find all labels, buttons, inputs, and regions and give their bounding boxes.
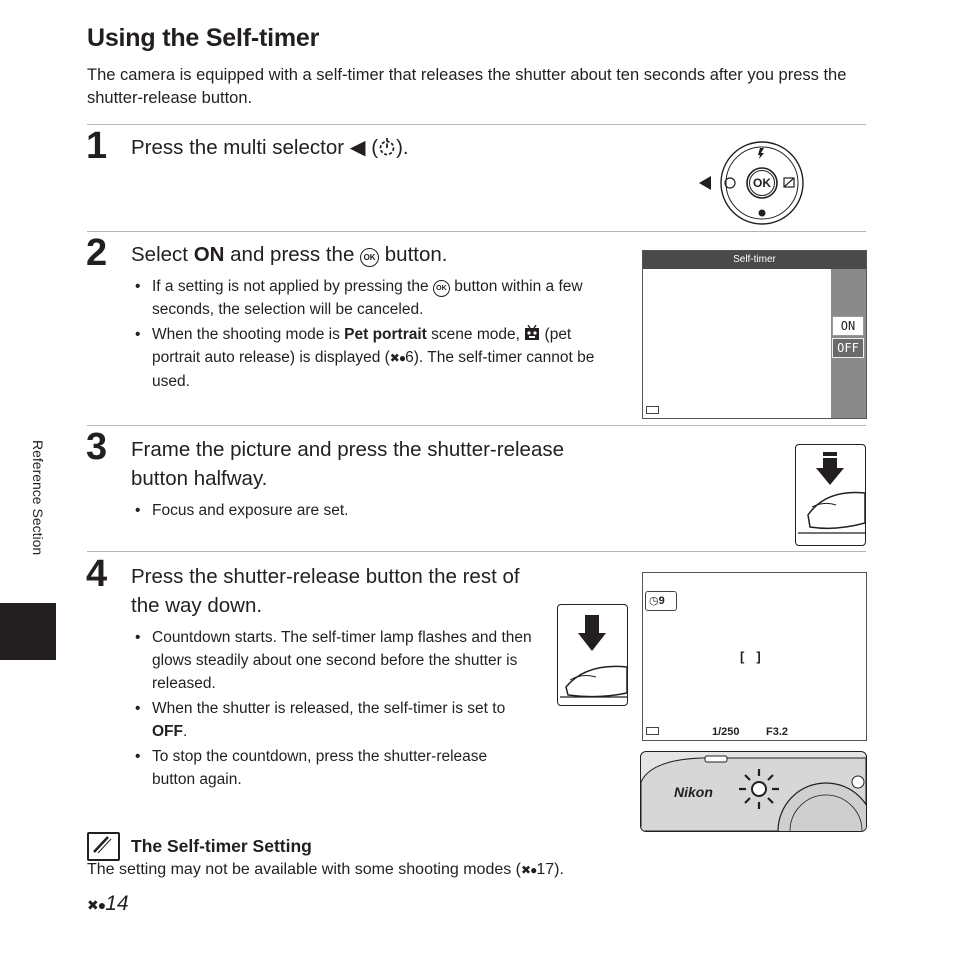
menu-title: Self-timer	[643, 251, 866, 269]
countdown-indicator: ◷9	[645, 591, 677, 611]
shutter-speed: 1/250	[712, 726, 740, 738]
divider	[87, 124, 866, 125]
note-text: The setting may not be available with some shooting modes (✖●17).	[87, 861, 564, 878]
list-item: • When the shutter is released, the self-timer is set to OFF.	[133, 697, 533, 743]
step-2-bullets	[133, 275, 613, 395]
list-item: • Countdown starts. The self-timer lamp flashes and then glows steadily about one second before the shutter is released.	[133, 626, 533, 695]
divider	[87, 231, 866, 232]
page-number: ✖●14	[87, 892, 129, 915]
menu-option-off[interactable]: OFF	[832, 338, 864, 358]
step-2-number: 2	[86, 232, 108, 274]
full-press-illustration	[557, 604, 628, 706]
step-1-number: 1	[86, 125, 108, 167]
step-4-heading: Press the shutter-release button the rest of the way down.	[131, 565, 520, 617]
multi-selector-illustration	[696, 138, 806, 230]
reference-icon: ✖●	[389, 351, 406, 365]
step-3-number: 3	[86, 426, 108, 468]
step-4-bullets	[133, 626, 533, 793]
note-title: The Self-timer Setting	[131, 836, 312, 856]
pet-portrait-icon	[524, 326, 540, 343]
self-timer-icon: ◷	[649, 595, 659, 607]
step-1-heading: Press the multi selector ◀ ( ).	[131, 136, 409, 159]
left-arrow-icon: ◀	[349, 136, 366, 159]
note-pencil-icon	[87, 832, 120, 861]
step-4-number: 4	[86, 553, 108, 595]
step-3-bullets	[133, 499, 533, 524]
half-press-illustration	[795, 444, 866, 546]
battery-icon	[646, 406, 659, 414]
step-2-heading: Select ON and press the OK button.	[131, 243, 448, 266]
shooting-screen	[642, 572, 867, 741]
brand-logo: Nikon	[674, 784, 713, 800]
self-timer-menu-screen	[642, 250, 867, 419]
section-tab-label: Reference Section	[30, 440, 46, 556]
reference-icon: ✖●	[521, 863, 537, 877]
list-item: • Focus and exposure are set.	[133, 499, 533, 522]
self-timer-icon	[378, 136, 396, 159]
ok-button-label: OK	[753, 176, 771, 190]
camera-lamp-illustration	[640, 751, 867, 832]
section-tab-marker	[0, 603, 56, 660]
ok-button-icon: OK	[433, 280, 450, 297]
divider	[87, 551, 866, 552]
page-title: Using the Self-timer	[87, 24, 320, 52]
list-item: • If a setting is not applied by pressing the OK button within a few seconds, the selection will be canceled.	[133, 275, 613, 321]
list-item: • When the shooting mode is Pet portrait scene mode, (pet portrait auto release) is displayed (✖●6). The self-timer cannot be used.	[133, 323, 613, 393]
aperture: F3.2	[766, 726, 789, 738]
ok-button-icon: OK	[360, 248, 379, 267]
menu-option-on[interactable]: ON	[832, 316, 864, 336]
focus-brackets: []	[740, 649, 773, 664]
intro-text: The camera is equipped with a self-timer that releases the shutter about ten seconds after you press the shutter-release button.	[87, 66, 847, 107]
divider	[87, 425, 866, 426]
step-3-heading: Frame the picture and press the shutter-release button halfway.	[131, 438, 564, 490]
reference-icon: ✖●	[87, 897, 106, 913]
battery-icon	[646, 727, 659, 735]
list-item: • To stop the countdown, press the shutter-release button again.	[133, 745, 533, 791]
